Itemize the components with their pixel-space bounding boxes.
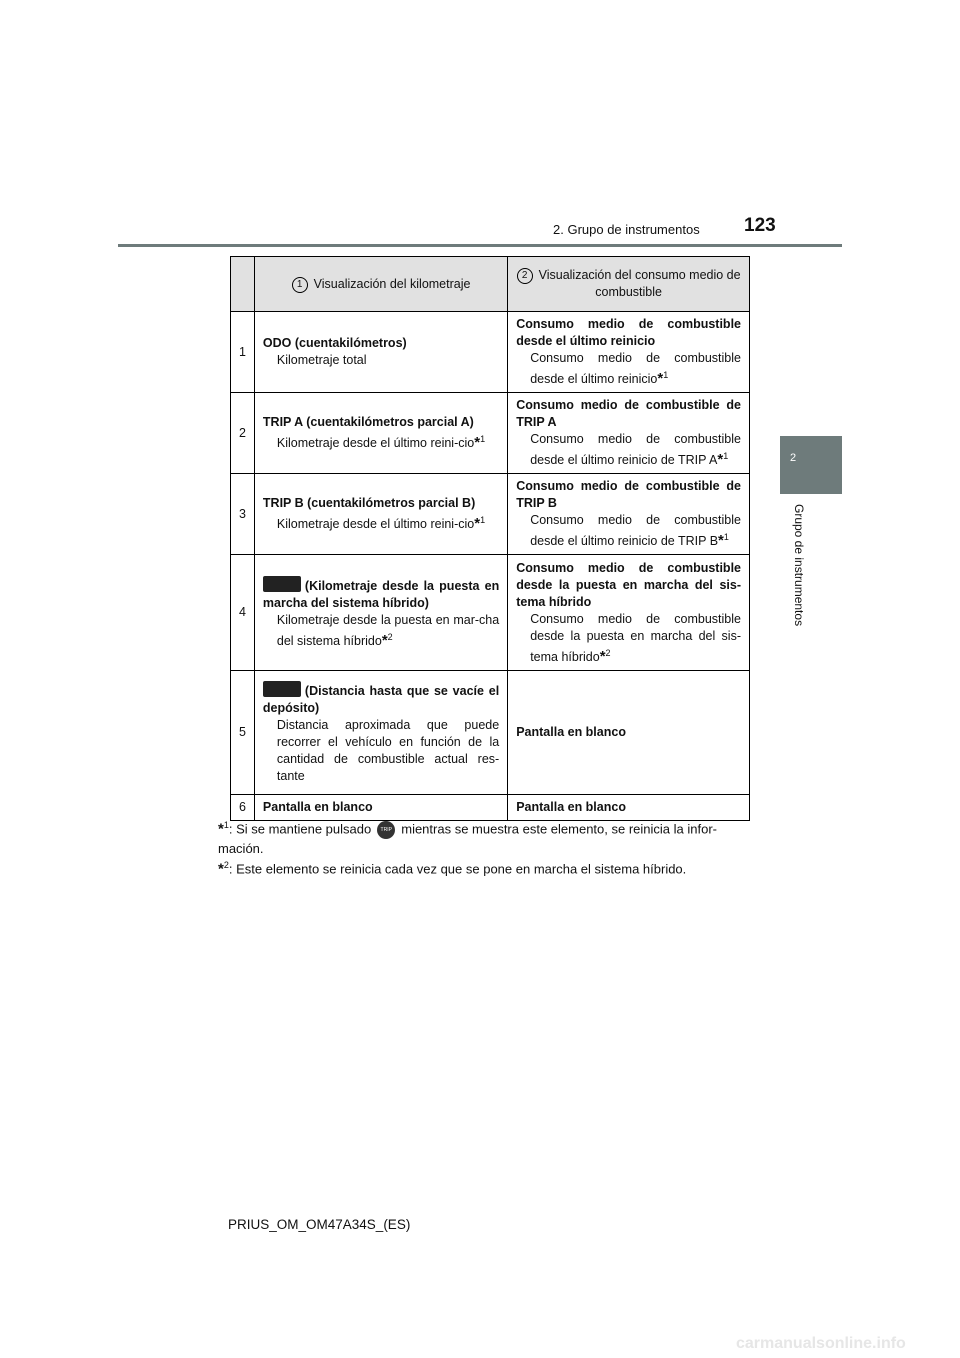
footnote-star: * (218, 860, 224, 878)
fuel-description (516, 611, 741, 666)
footnote-star: * (474, 434, 481, 452)
odometer-cell (254, 474, 507, 555)
table-row (231, 474, 750, 555)
row-number: 2 (231, 393, 255, 474)
footnote-ref: 1 (663, 370, 669, 380)
section-title: 2. Grupo de instrumentos (553, 222, 700, 237)
fuel-description-text: Consumo medio de combustible desde el último reinicio (530, 351, 741, 387)
footnote-star: * (599, 648, 606, 666)
odometer-title (263, 576, 499, 612)
odometer-description-text: Kilometraje desde la puesta en mar-cha del sistema híbrido (276, 612, 500, 649)
odometer-cell (254, 393, 507, 474)
row-number: 3 (231, 474, 255, 555)
odometer-description (263, 512, 499, 533)
footnote-ref: 1 (480, 515, 486, 526)
odometer-cell (254, 671, 507, 795)
footnote-ref: 1 (723, 532, 729, 543)
odometer-description (263, 431, 499, 452)
footnote-text: : Este elemento se reinicia cada vez que se pone en marcha el sistema híbrido. (228, 861, 687, 877)
fuel-description (516, 350, 741, 388)
trip-button-icon: TRIP (377, 821, 395, 839)
fuel-title: Pantalla en blanco (516, 725, 626, 740)
footnote-2 (218, 856, 758, 878)
footnote-ref: 2 (605, 647, 611, 658)
row-number: 5 (231, 671, 255, 795)
fuel-cell (508, 671, 750, 795)
fuel-cell (508, 312, 750, 393)
header-number-1: 1 (292, 277, 308, 293)
fuel-cell (508, 555, 750, 671)
header-divider (118, 244, 842, 247)
header-number-2: 2 (517, 268, 533, 284)
footnote-star: * (717, 451, 724, 469)
footnote-ref: 1 (480, 434, 486, 445)
footnote-1 (218, 816, 758, 858)
fuel-cell (508, 474, 750, 555)
header-odometer-display (254, 257, 507, 312)
document-code: PRIUS_OM_OM47A34S_(ES) (228, 1217, 411, 1232)
footnote-star: * (381, 632, 388, 650)
fuel-description-text: Consumo medio de combustible desde la puesta en marcha del sis-tema híbrido (530, 611, 741, 665)
odometer-title: TRIP A (cuentakilómetros parcial A) (262, 415, 474, 430)
footnote-star: * (218, 820, 224, 838)
row-number: 4 (231, 555, 255, 671)
odometer-description: Distancia aproximada que puede recorrer el vehículo en función de la cantidad de combustible actual res-tante (276, 717, 500, 783)
fuel-title: Consumo medio de combustible desde la puesta en marcha del sis-tema híbrido (516, 560, 741, 609)
odometer-description: Kilometraje total (276, 353, 367, 368)
row-number: 1 (231, 312, 255, 393)
odometer-description-text: Kilometraje desde el último reini-cio (276, 517, 475, 532)
fuel-description-text: Consumo medio de combustible desde el último reinicio de TRIP A (530, 432, 741, 468)
header-label-2: Visualización del consumo medio de combustible (538, 268, 741, 299)
header-blank-cell (231, 257, 255, 312)
odometer-title (263, 681, 499, 717)
fuel-title: Consumo medio de combustible de TRIP A (516, 398, 741, 430)
footnote-star: * (718, 532, 724, 550)
fuel-description (516, 512, 741, 550)
chapter-tab-number: 2 (790, 452, 797, 464)
table-row (231, 671, 750, 795)
odometer-description-text: Kilometraje desde el último reini-cio (276, 436, 475, 451)
odometer-title: TRIP B (cuentakilómetros parcial B) (262, 496, 476, 511)
table-row (231, 555, 750, 671)
odometer-title: ODO (cuentakilómetros) (262, 336, 407, 351)
fuel-title: Consumo medio de combustible de TRIP B (516, 479, 741, 511)
header-fuel-consumption-display (508, 257, 750, 312)
header-label-1: Visualización del kilometraje (313, 276, 471, 291)
trip-info-table (230, 256, 750, 821)
chapter-tab-label: Grupo de instrumentos (792, 504, 806, 627)
fuel-cell (508, 393, 750, 474)
car-flag-icon (263, 576, 301, 592)
odometer-title: Pantalla en blanco (262, 800, 373, 815)
fuel-pump-car-icon (263, 681, 301, 697)
odometer-cell (254, 312, 507, 393)
footnote-star: * (474, 515, 481, 533)
watermark: carmanualsonline.info (736, 1335, 906, 1352)
chapter-tab (780, 436, 842, 494)
table-row (231, 312, 750, 393)
footnote-ref: 2 (387, 631, 393, 642)
footnote-ref: 1 (723, 451, 729, 462)
fuel-title: Consumo medio de combustible desde el último reinicio (516, 317, 741, 348)
odometer-title-text: (Distancia hasta que se vacíe el depósito) (262, 683, 500, 715)
fuel-title: Pantalla en blanco (516, 800, 626, 815)
fuel-description (516, 431, 741, 469)
row-number: 6 (231, 795, 255, 821)
footnote-mark: 1 (223, 820, 229, 830)
footnote-text-before: : Si se mantiene pulsado (228, 821, 372, 837)
footnote-text-after: mientras se muestra este elemento, se reinicia la infor-mación. (218, 821, 717, 856)
fuel-description-text: Consumo medio de combustible desde el último reinicio de TRIP B (530, 513, 741, 549)
table-row (231, 393, 750, 474)
table-header-row (231, 257, 750, 312)
odometer-description (263, 612, 499, 650)
footnote-star: * (657, 370, 664, 388)
odometer-cell (254, 555, 507, 671)
odometer-title-text: (Kilometraje desde la puesta en marcha del sistema híbrido) (262, 578, 500, 610)
footnote-mark: 2 (223, 860, 229, 870)
page-number: 123 (744, 215, 776, 236)
